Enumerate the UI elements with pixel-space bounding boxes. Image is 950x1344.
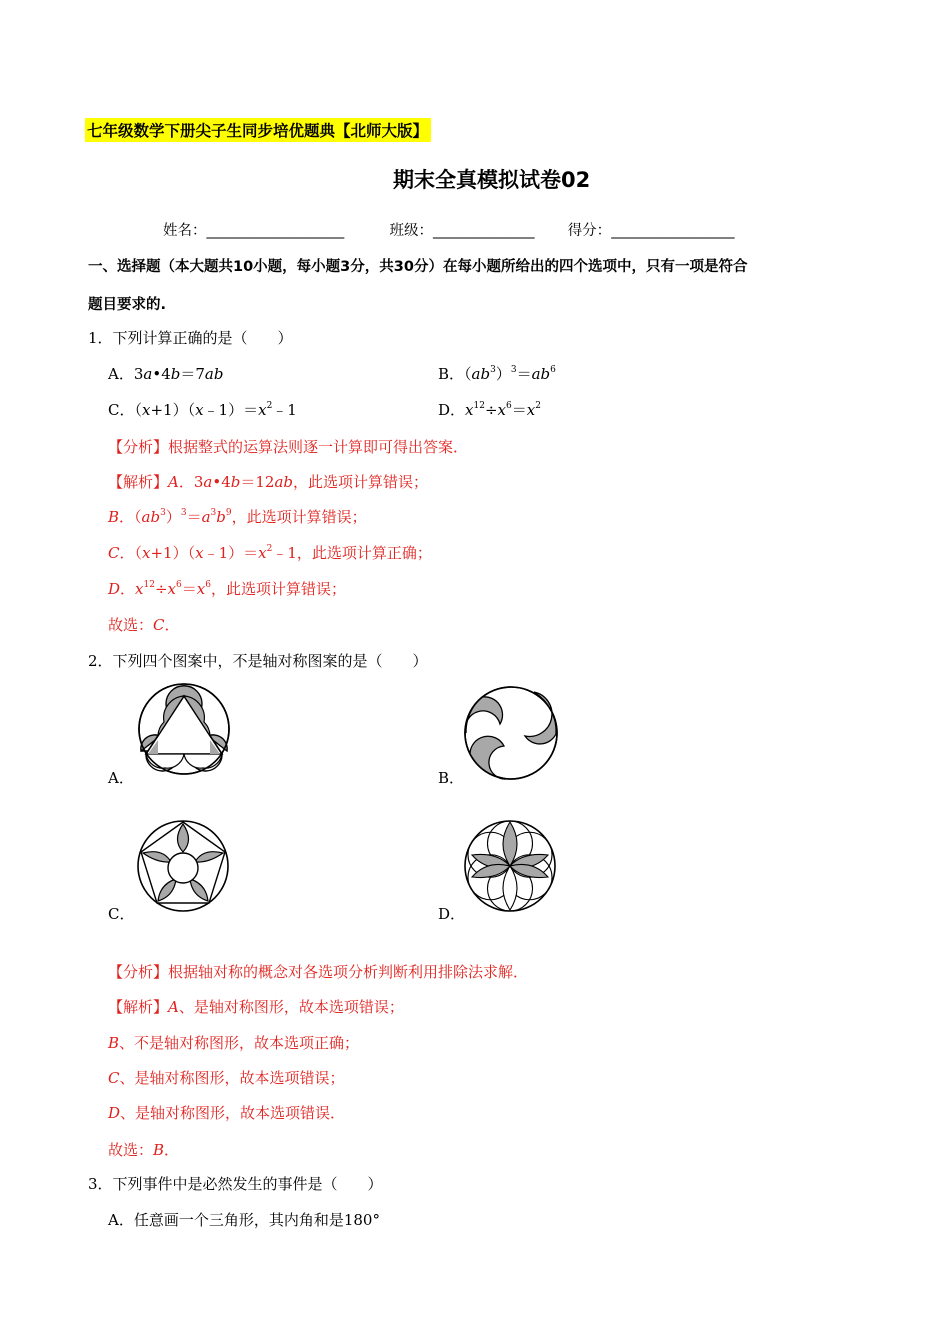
- q1-option-b: B．$(ab^3)^3=ab^6$: [438, 365, 556, 383]
- q3-stem: 3．下列事件中是必然发生的事件是（ ）: [88, 1175, 383, 1193]
- q2-label-b: B．: [438, 769, 465, 787]
- name-label: 姓名：: [163, 223, 207, 239]
- q2-solution-c: C、是轴对称图形，故本选项错误；: [108, 1069, 345, 1087]
- class-label: 班级：: [389, 223, 433, 239]
- figure-d-flower: [462, 818, 558, 914]
- q1-analysis: 【分析】根据整式的运算法则逐一计算即可得出答案．: [108, 438, 469, 456]
- q2-answer: 故选：B．: [108, 1141, 180, 1159]
- q2-label-d: D．: [438, 905, 466, 923]
- q1-answer: 故选：C．: [108, 616, 180, 634]
- section-heading-line2: 题目要求的.: [88, 297, 167, 313]
- series-title: 七年级数学下册尖子生同步培优题典【北师大版】: [85, 118, 431, 142]
- student-info-row: [163, 219, 734, 240]
- q1-solution-b: B．$(ab^3)^3=a^3b^9$，此选项计算错误；: [108, 508, 367, 526]
- q2-label-a: A．: [108, 769, 134, 787]
- section-heading-line1: 一、选择题（本大题共10小题，每小题3分，共30分）在每小题所给出的四个选项中，只有一项是符合: [88, 259, 748, 275]
- q2-analysis: 【分析】根据轴对称的概念对各选项分析判断利用排除法求解．: [108, 963, 529, 981]
- q2-solution-d: D、是轴对称图形，故本选项错误．: [108, 1104, 346, 1122]
- q2-solution-a: 【解析】A、是轴对称图形，故本选项错误；: [108, 998, 404, 1016]
- q3-option-a: A．任意画一个三角形，其内角和是180°: [108, 1211, 380, 1229]
- figure-a-circle-triangle: [134, 682, 234, 776]
- figure-b-swirl: [462, 684, 560, 782]
- q1-solution-a: 【解析】A．3a•4b＝12ab，此选项计算错误；: [108, 473, 429, 491]
- q2-label-c: C．: [108, 905, 135, 923]
- score-label: 得分：: [567, 223, 612, 239]
- q1-solution-d: D．$x^{12}\div x^6=x^6$，此选项计算错误；: [108, 580, 346, 598]
- name-blank: ___________________: [206, 223, 345, 239]
- q1-option-d: D．$x^{12}\div x^6=x^2$: [438, 401, 541, 419]
- figure-c-pentagon-petals: [134, 818, 232, 914]
- q1-option-c: C．$(x+1)(x﹣1)=x^2﹣1$: [108, 401, 297, 419]
- q2-solution-b: B、不是轴对称图形，故本选项正确；: [108, 1034, 360, 1052]
- q1-solution-label: 【解析】: [108, 473, 169, 491]
- q2-stem: 2．下列四个图案中，不是轴对称图案的是（ ）: [88, 652, 428, 670]
- class-blank: ______________: [432, 223, 535, 239]
- q1-option-a: A．3a•4b＝7ab: [108, 365, 224, 383]
- q1-stem: 1．下列计算正确的是（ ）: [88, 329, 293, 347]
- score-blank: _________________: [611, 223, 735, 239]
- exam-title: 期末全真模拟试卷02: [393, 168, 591, 192]
- q1-solution-c: C．$(x+1)(x﹣1)=x^2﹣1$，此选项计算正确；: [108, 544, 432, 562]
- q2-solution-label: 【解析】: [108, 998, 169, 1016]
